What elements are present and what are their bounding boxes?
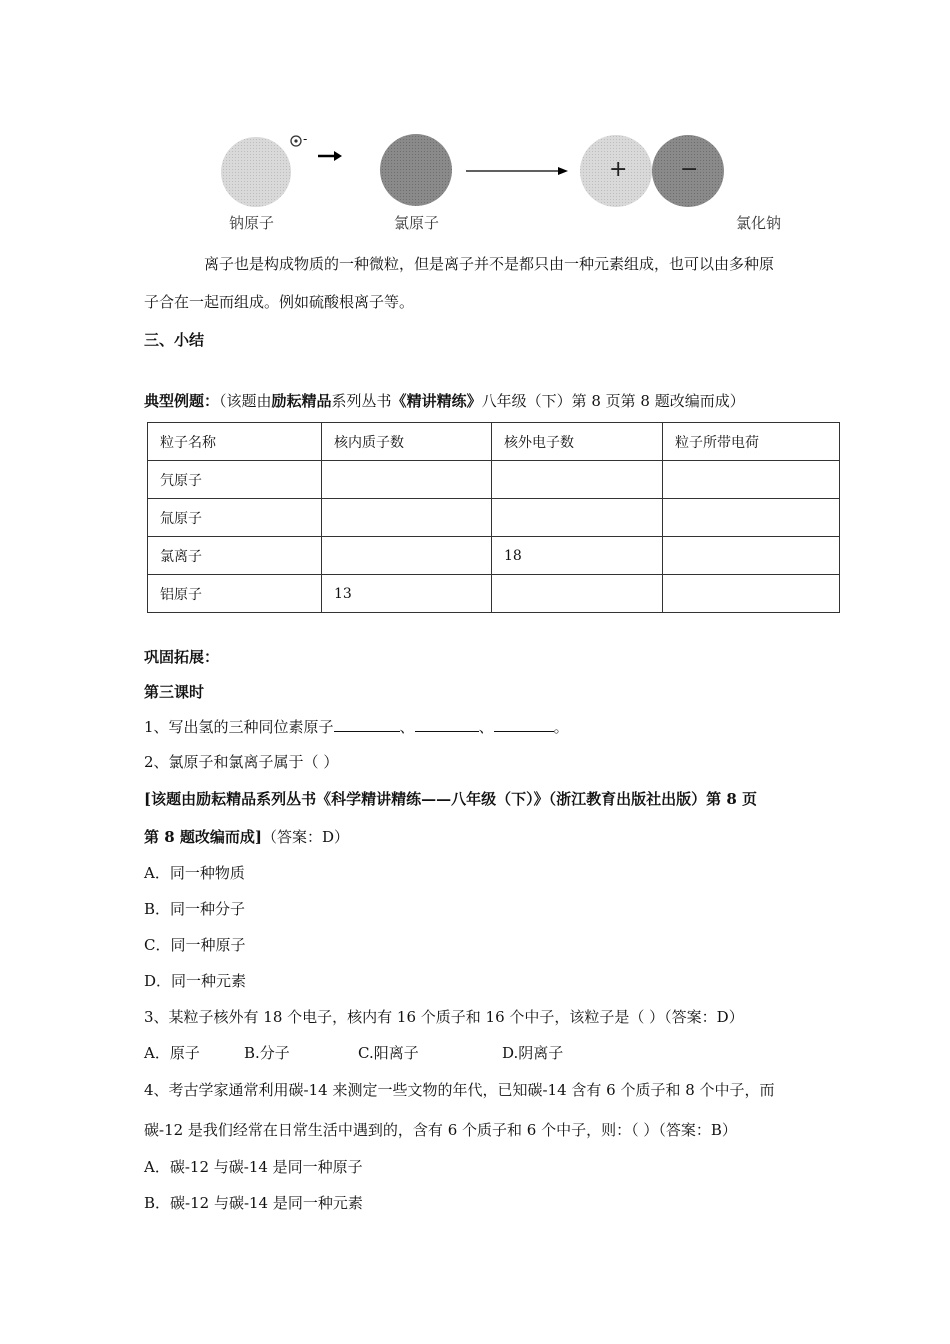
table-cell (492, 461, 663, 499)
table-cell (322, 499, 492, 537)
chlorine-atom-circle (380, 134, 452, 206)
answer-blank[interactable] (334, 717, 400, 732)
example-text-1: （该题由 (219, 392, 272, 410)
q3-option-c: C.阳离子 (358, 1044, 419, 1062)
blank-separator: 、 (478, 718, 494, 736)
answer-blank[interactable] (415, 717, 479, 732)
plus-sign: + (609, 157, 628, 182)
source-note-line-2 (144, 827, 349, 847)
answer-blank[interactable] (494, 717, 554, 732)
reaction-arrow-head (558, 167, 568, 175)
chlorine-atom-label: 氯原子 (394, 214, 440, 232)
table-cell: 铝原子 (148, 575, 322, 613)
question-1-text: 1、写出氢的三种同位素原子 (144, 718, 334, 736)
question-2: 2、氯原子和氯离子属于（ ） (144, 753, 339, 771)
q2-option-b: B．同一种分子 (144, 900, 246, 918)
question-4-line-1: 4、考古学家通常利用碳-14 来测定一些文物的年代，已知碳-14 含有 6 个质子和 8 个中子，而 (144, 1081, 775, 1099)
table-cell: 氕原子 (148, 461, 322, 499)
table-cell (322, 461, 492, 499)
electron-dot (294, 139, 297, 142)
table-row (148, 499, 840, 537)
table-header-cell: 核外电子数 (492, 423, 663, 461)
sodium-atom-label: 钠原子 (229, 214, 275, 232)
q4-option-a: A．碳-12 与碳-14 是同一种原子 (144, 1158, 363, 1176)
example-book: 《精讲精练》 (391, 392, 482, 410)
table-cell: 氯离子 (148, 537, 322, 575)
minus-sign: − (680, 157, 699, 182)
sodium-atom-circle (221, 137, 291, 207)
q2-option-c: C．同一种原子 (144, 936, 246, 954)
intro-line-2: 子合在一起而组成。例如硫酸根离子等。 (144, 293, 415, 311)
question-1 (144, 717, 569, 737)
q3-option-d: D.阴离子 (502, 1044, 564, 1062)
table-row (148, 575, 840, 613)
source-note-answer: （答案：D） (261, 828, 350, 846)
question-3: 3、某粒子核外有 18 个电子，核内有 16 个质子和 16 个中子，该粒子是（ ）（答案：D） (144, 1008, 744, 1026)
table-cell (663, 499, 840, 537)
table-cell (492, 499, 663, 537)
sodium-chloride-label: 氯化钠 (736, 214, 782, 232)
intro-line-1: 离子也是构成物质的一种微粒，但是离子并不是都只由一种元素组成，也可以由多种原 (204, 255, 775, 273)
ion-formation-figure (220, 124, 800, 240)
table-cell (492, 575, 663, 613)
lesson-heading: 第三课时 (144, 683, 205, 701)
summary-heading: 三、小结 (144, 331, 205, 349)
q2-option-a: A．同一种物质 (144, 864, 245, 882)
question-1-end: 。 (553, 718, 569, 736)
q3-option-b: B.分子 (244, 1044, 290, 1062)
example-text-3: 系列丛书 (331, 392, 392, 410)
electron-arrow-head (334, 151, 342, 161)
q3-option-a: A．原子 (144, 1044, 200, 1062)
particle-table (147, 422, 840, 613)
electron-sign: - (303, 132, 308, 146)
table-header-cell: 粒子所带电荷 (663, 423, 840, 461)
table-cell (663, 575, 840, 613)
question-4-line-2: 碳-12 是我们经常在日常生活中遇到的，含有 6 个质子和 6 个中子，则：（ ）（答案：B） (144, 1121, 737, 1139)
table-row (148, 461, 840, 499)
consolidate-heading: 巩固拓展： (144, 648, 220, 666)
table-header-row (148, 423, 840, 461)
table-header-cell: 粒子名称 (148, 423, 322, 461)
table-cell: 13 (322, 575, 492, 613)
q2-option-d: D．同一种元素 (144, 972, 247, 990)
table-cell (322, 537, 492, 575)
table-cell (663, 537, 840, 575)
source-note-bold: 第 8 题改编而成] (144, 828, 262, 846)
table-cell: 氚原子 (148, 499, 322, 537)
source-note-line-1: [该题由励耘精品系列丛书《科学精讲精练——八年级（下）》（浙江教育出版社出版）第 8 页 (144, 790, 757, 808)
example-series: 励耘精品 (271, 392, 332, 410)
table-header-cell: 核内质子数 (322, 423, 492, 461)
blank-separator: 、 (399, 718, 415, 736)
example-line (144, 391, 745, 411)
table-cell (663, 461, 840, 499)
q4-option-b: B．碳-12 与碳-14 是同一种元素 (144, 1194, 363, 1212)
table-cell: 18 (492, 537, 663, 575)
example-label: 典型例题： (144, 392, 220, 410)
table-row (148, 537, 840, 575)
example-text-5: 八年级（下）第 8 页第 8 题改编而成） (481, 392, 745, 410)
